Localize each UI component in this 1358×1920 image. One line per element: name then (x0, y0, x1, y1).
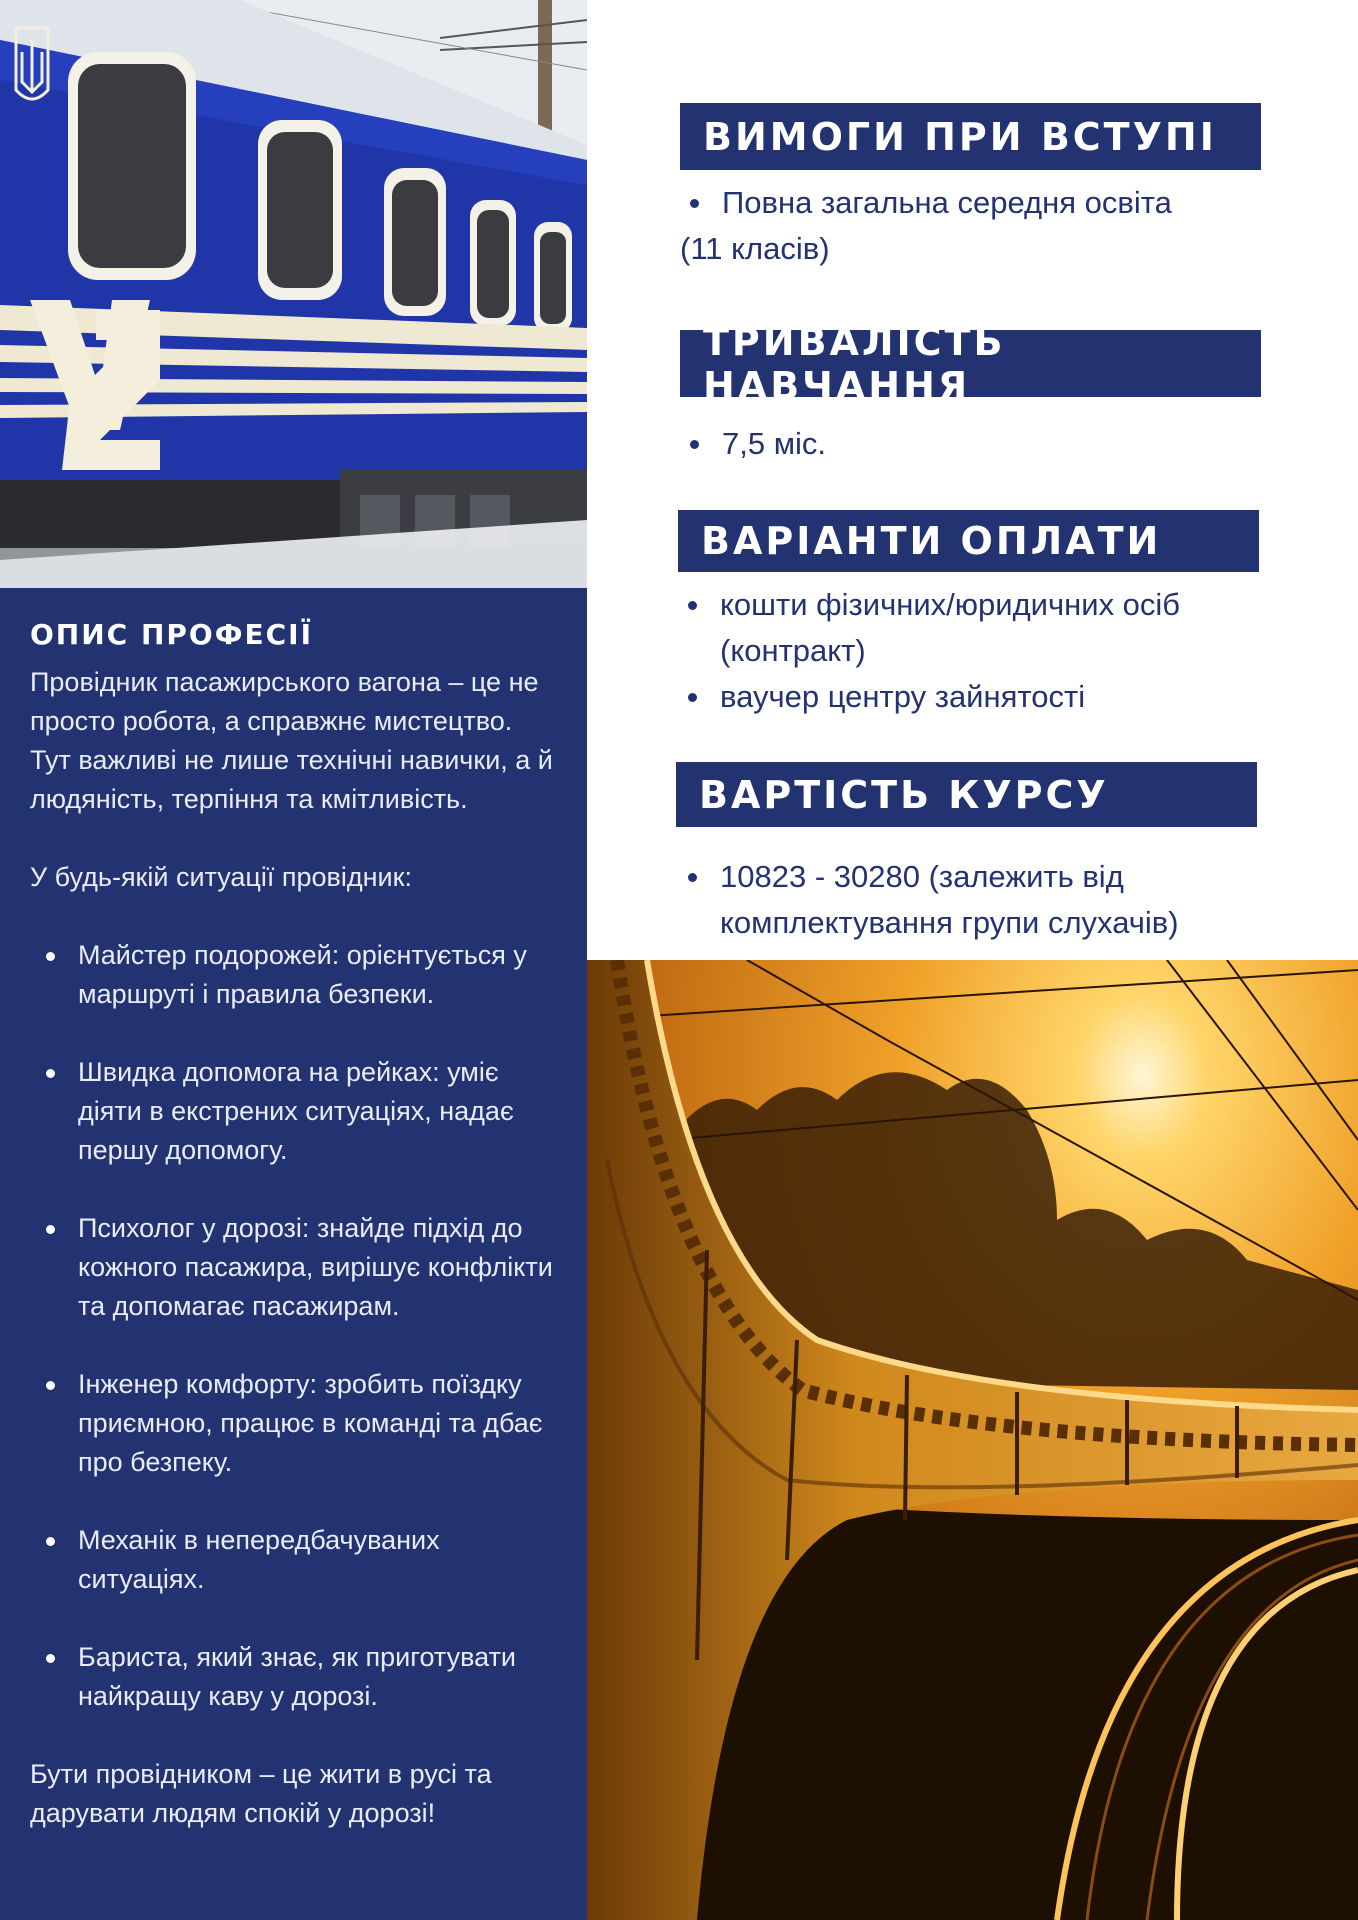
duration-item: 7,5 міс. (680, 421, 1280, 467)
profession-lead: У будь-якій ситуації провідник: (30, 862, 412, 892)
list-item: Психолог у дорозі: знайде підхід до кожного пасажира, вирішує конфлікти та допомагає пасажирам. (30, 1209, 559, 1326)
requirements-heading: ВИМОГИ ПРИ ВСТУПІ (680, 103, 1261, 170)
list-item: Майстер подорожей: орієнтується у маршруті і правила безпеки. (30, 936, 559, 1014)
cost-heading: ВАРТІСТЬ КУРСУ (676, 762, 1257, 827)
duration-heading: ТРИВАЛІСТЬ НАВЧАННЯ (680, 330, 1261, 397)
payment-item: ваучер центру зайнятості (678, 674, 1278, 720)
requirements-line-2: (11 класів) (680, 231, 830, 266)
profession-title: ОПИС ПРОФЕСІЇ (30, 618, 314, 651)
sunset-train-photo (587, 960, 1358, 1920)
profession-panel (0, 588, 587, 1920)
payment-heading: ВАРІАНТИ ОПЛАТИ (678, 510, 1259, 572)
requirements-block (680, 180, 1280, 272)
payment-block (678, 582, 1278, 720)
requirements-line-1: Повна загальна середня освіта (680, 180, 1280, 226)
payment-item: кошти фізичних/юридичних осіб (контракт) (678, 582, 1278, 674)
profession-list (30, 936, 559, 1716)
list-item: Механік в непередбачуваних ситуаціях. (30, 1521, 559, 1599)
cost-block (678, 854, 1278, 946)
profession-intro: Провідник пасажирського вагона – це не просто робота, а справжнє мистецтво. Тут важливі не лише технічні навички, а й людяність, терпіння та кмітливість. (30, 667, 553, 814)
list-item: Швидка допомога на рейках: уміє діяти в екстрених ситуаціях, надає першу допомогу. (30, 1053, 559, 1170)
list-item: Інженер комфорту: зробить поїздку приємною, працює в команді та дбає про безпеку. (30, 1365, 559, 1482)
profession-closing: Бути провідником – це жити в русі та дарувати людям спокій у дорозі! (30, 1759, 492, 1828)
train-car-photo (0, 0, 587, 588)
cost-item: 10823 - 30280 (залежить від комплектування групи слухачів) (678, 854, 1278, 946)
list-item: Бариста, який знає, як приготувати найкращу каву у дорозі. (30, 1638, 559, 1716)
duration-block (680, 421, 1280, 467)
